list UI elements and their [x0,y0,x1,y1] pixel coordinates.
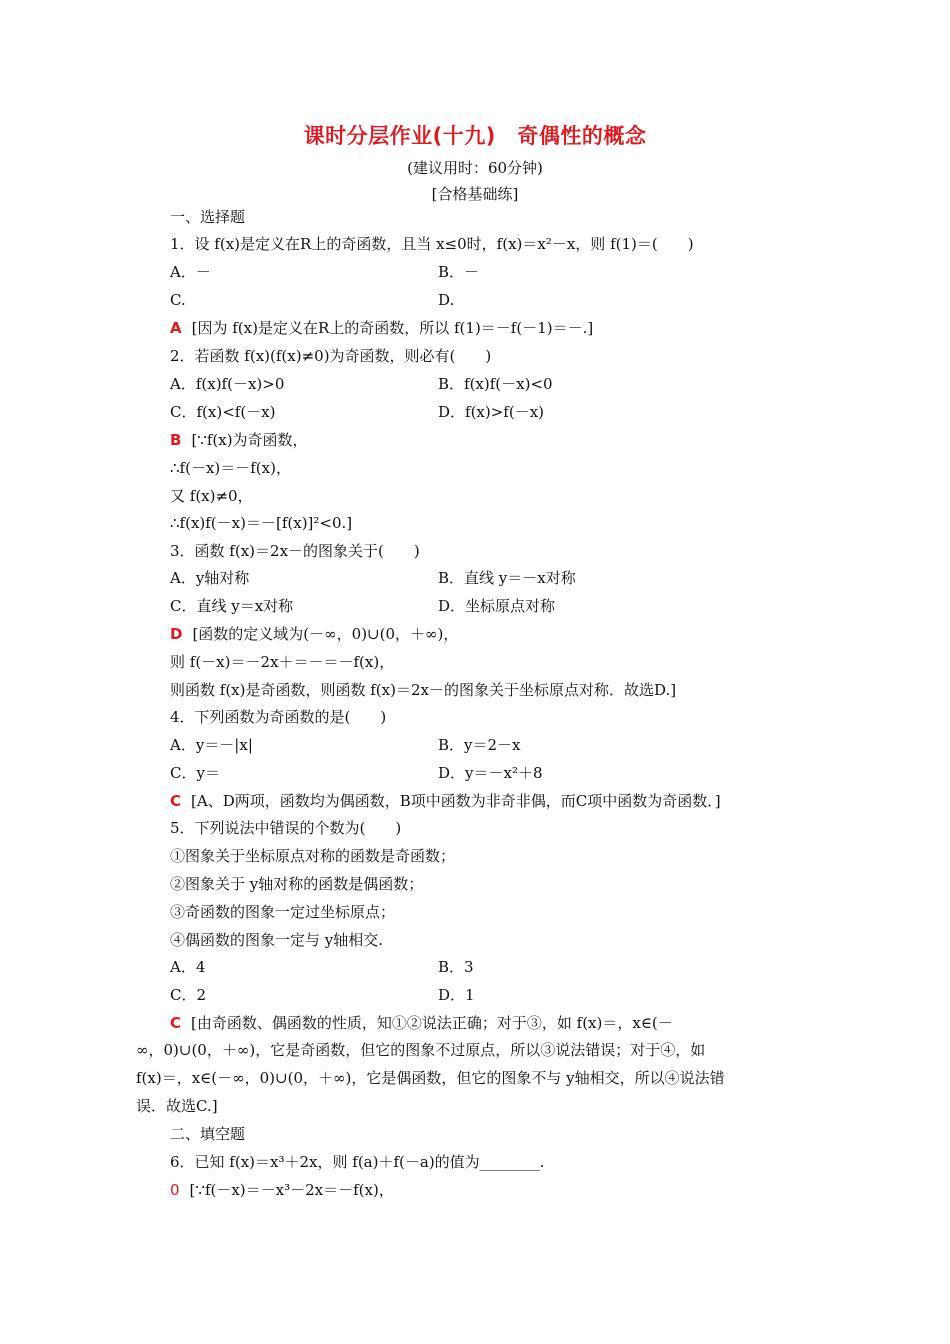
q1-solution-text: [因为 f(x)是定义在R上的奇函数，所以 f(1)＝－f(－1)＝－.] [191,319,594,337]
q3-stem: 3．函数 f(x)＝2x－的图象关于( ) [170,542,420,560]
q1-option-a: A．－ [170,263,211,281]
q1-option-d: D. [438,291,455,309]
level-label: [合格基础练] [431,185,519,203]
q2-option-a: A．f(x)f(－x)>0 [170,375,285,393]
q1-solution [170,318,593,338]
q5-option-a: A．4 [170,958,206,976]
q5-statement-1: ①图象关于坐标原点对称的函数是奇函数； [170,847,456,865]
q2-answer: B [170,431,182,449]
q5-stem: 5．下列说法中错误的个数为( ) [170,819,402,837]
q2-solution-line-2: ∴f(－x)＝－f(x)， [170,459,291,477]
q4-stem: 4．下列函数为奇函数的是( ) [170,708,387,726]
q5-solution-line-1 [170,1013,673,1033]
q5-solution-line-3: f(x)＝，x∈(－∞，0)∪(0，＋∞)，它是偶函数，但它的图象不与 y轴相交，所以④说法错 [136,1069,725,1087]
q3-option-d: D．坐标原点对称 [438,597,556,615]
time-note: (建议用时：60分钟) [407,159,543,177]
q2-solution-line-1 [170,430,308,450]
q3-solution-text-1: [函数的定义域为(－∞，0)∪(0，＋∞)， [192,625,459,643]
q3-option-c: C．直线 y＝x对称 [170,597,294,615]
q5-option-b: B．3 [438,958,474,976]
q5-statement-3: ③奇函数的图象一定过坐标原点； [170,903,396,921]
q6-stem: 6．已知 f(x)＝x³＋2x，则 f(a)＋f(－a)的值为________. [170,1153,545,1171]
q2-option-b: B．f(x)f(－x)<0 [438,375,553,393]
q4-solution [170,791,721,811]
q4-solution-text: [A、D两项，函数均为偶函数，B项中函数为非奇非偶，而C项中函数为奇函数．] [191,792,721,810]
q5-solution-text-1: [由奇函数、偶函数的性质，知①②说法正确；对于③，如 f(x)＝，x∈(－ [191,1014,673,1032]
q3-solution-line-1 [170,624,458,644]
q1-stem: 1．设 f(x)是定义在R上的奇函数，且当 x≤0时，f(x)＝x²－x，则 f(1)＝( ) [170,235,694,253]
q1-answer: A [170,319,182,337]
q6-solution-text: [∵f(－x)＝－x³－2x＝－f(x)， [189,1181,394,1199]
q5-solution-line-4: 误．故选C.] [136,1097,218,1115]
page-title: 课时分层作业(十九) 奇偶性的概念 [303,124,647,148]
q5-solution-line-2: ∞，0)∪(0，＋∞)，它是奇函数，但它的图象不过原点，所以③说法错误；对于④，如 [136,1041,706,1059]
q5-statement-4: ④偶函数的图象一定与 y轴相交. [170,931,384,949]
q1-option-b: B．－ [438,263,480,281]
q3-option-b: B．直线 y＝－x对称 [438,569,576,587]
q2-option-c: C．f(x)<f(－x) [170,403,276,421]
section-choice: 一、选择题 [170,208,246,226]
q2-stem: 2．若函数 f(x)(f(x)≠0)为奇函数，则必有( ) [170,347,492,365]
q4-answer: C [170,792,182,810]
q2-solution-text-1: [∵f(x)为奇函数， [191,431,308,449]
q5-option-c: C．2 [170,986,207,1004]
q3-option-a: A．y轴对称 [170,569,250,587]
q4-option-d: D．y＝－x²＋8 [438,764,543,782]
q6-answer: 0 [170,1181,180,1199]
section-fill: 二、填空题 [170,1125,246,1143]
q6-solution [170,1180,394,1200]
q3-solution-line-2: 则 f(－x)＝－2x＋＝－＝－f(x)， [170,653,395,671]
q2-solution-line-4: ∴f(x)f(－x)＝－[f(x)]²<0.] [170,514,353,532]
q5-option-d: D．1 [438,986,475,1004]
q4-option-a: A．y＝－|x| [170,736,253,754]
q1-option-c: C. [170,291,186,309]
q3-answer: D [170,625,183,643]
q4-option-c: C．y＝ [170,764,220,782]
q5-statement-2: ②图象关于 y轴对称的函数是偶函数； [170,875,424,893]
q5-answer: C [170,1014,182,1032]
q4-option-b: B．y＝2－x [438,736,521,754]
q2-option-d: D．f(x)>f(－x) [438,403,545,421]
q2-solution-line-3: 又 f(x)≠0， [170,487,253,505]
q3-solution-line-3: 则函数 f(x)是奇函数，则函数 f(x)＝2x－的图象关于坐标原点对称．故选D.] [170,681,677,699]
